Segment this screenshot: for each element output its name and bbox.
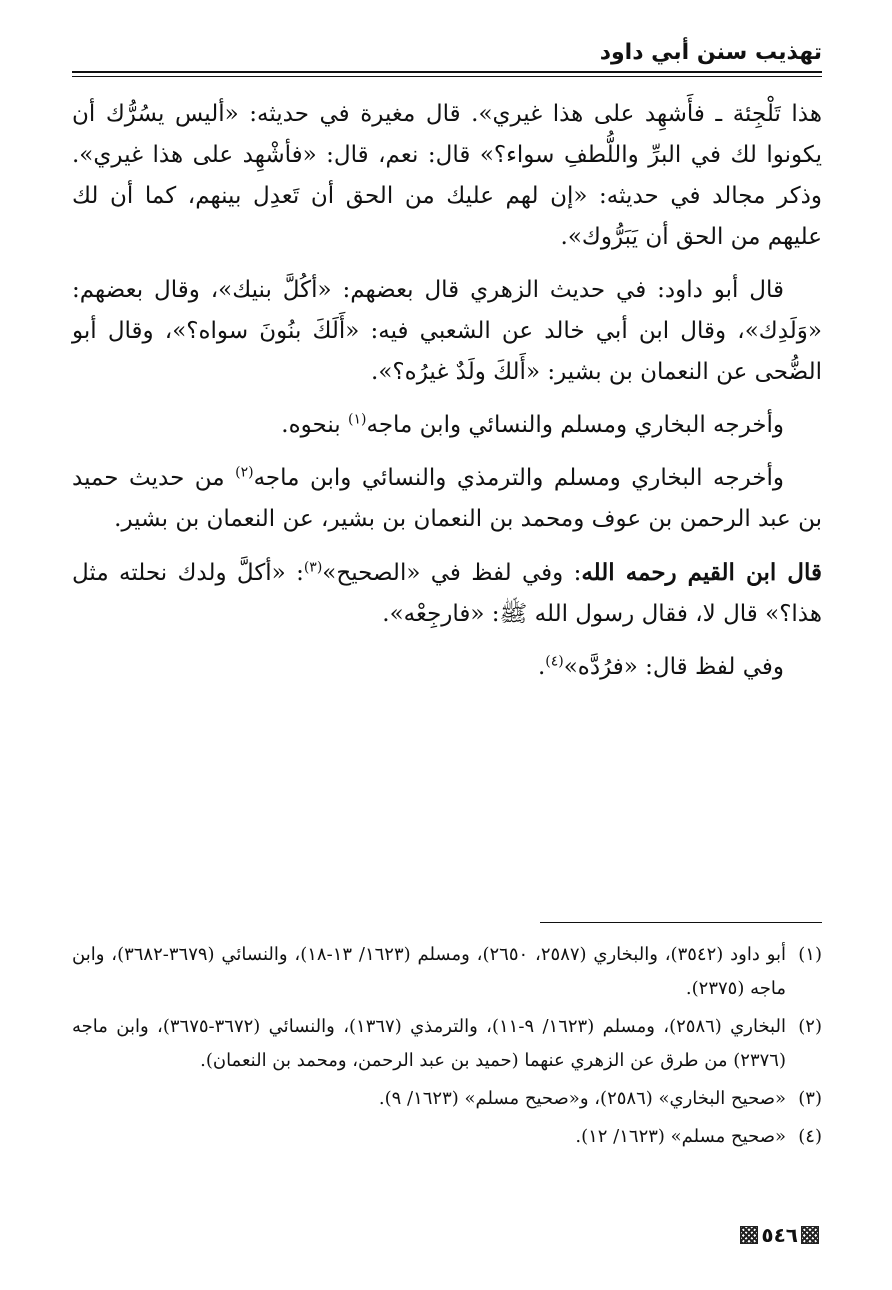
footnote-2	[72, 1010, 822, 1078]
paragraph-6-tail: .	[537, 654, 546, 680]
footnote-number: (٣)	[798, 1088, 822, 1109]
footnote-number: (١)	[798, 944, 822, 965]
footnote-3	[72, 1082, 822, 1116]
ornament-icon	[740, 1226, 758, 1244]
paragraph-5-tail: : «أكلَّ ولدك نحلته مثل هذا؟» قال لا، فقال رسول الله ﷺ: «فارجِعْه».	[72, 560, 822, 627]
footnote-text: «صحيح البخاري» (٢٥٨٦)، و«صحيح مسلم» (١٦٢٣/ ٩).	[378, 1088, 786, 1109]
footnote-ref-1: (١)	[348, 411, 367, 428]
paragraph-5-text: : وفي لفظ في «الصحيح»	[322, 560, 582, 586]
page-number	[737, 1223, 822, 1247]
paragraph-5-lead: قال ابن القيم رحمه الله	[581, 559, 822, 586]
footnote-separator	[540, 922, 822, 923]
book-page	[72, 38, 822, 1268]
header-rule-thin	[72, 76, 822, 77]
ornament-icon	[801, 1226, 819, 1244]
footnote-ref-2: (٢)	[235, 464, 254, 481]
header-rule-thick	[72, 71, 822, 73]
paragraph-3	[72, 405, 822, 446]
footnote-ref-4: (٤)	[545, 653, 564, 670]
footnote-text: «صحيح مسلم» (١٦٢٣/ ١٢).	[575, 1126, 786, 1147]
paragraph-4-text: وأخرجه البخاري ومسلم والترمذي والنسائي وابن ماجه	[253, 465, 784, 491]
paragraph-4-tail: من حديث حميد بن عبد الرحمن بن عوف ومحمد بن النعمان بن بشير، عن النعمان بن بشير.	[72, 465, 822, 532]
footnote-ref-3: (٣)	[303, 559, 323, 576]
footnote-number: (٤)	[798, 1126, 822, 1147]
footnote-number: (٢)	[798, 1016, 822, 1037]
paragraph-1: هذا تَلْجِئة ـ فأَشهِد على هذا غيري». قال مغيرة في حديثه: «أليس يسُرُّك أن يكونوا لك في البرِّ واللُّطفِ سواء؟» قال: نعم، قال: «فأشْهِد على هذا غيري». وذكر مجالد في حديثه: «إن لهم عليك من الحق أن تَعدِل بينهم، كما أن لك عليهم من الحق أن يَبَرُّوك».	[72, 101, 822, 250]
main-text	[72, 94, 822, 700]
paragraph-2: قال أبو داود: في حديث الزهري قال بعضهم: «أكُلَّ بنيك»، وقال بعضهم: «وَلَدِك»، وقال ابن أبي خالد عن الشعبي فيه: «أَلَكَ بنُونَ سواه؟»، وقال أبو الضُّحى عن النعمان بن بشير: «أَلكَ ولَدٌ غيرُه؟».	[72, 277, 822, 385]
paragraph-6-text: وفي لفظ قال: «فرُدَّه»	[563, 654, 784, 680]
footnote-4	[72, 1120, 822, 1154]
paragraph-3-text: وأخرجه البخاري ومسلم والنسائي وابن ماجه	[366, 412, 784, 438]
paragraph-3-tail: بنحوه.	[281, 412, 349, 438]
footnotes	[72, 938, 822, 1158]
footnote-1	[72, 938, 822, 1006]
paragraph-4	[72, 458, 822, 540]
paragraph-6	[72, 647, 822, 688]
running-head: تهذيب سنن أبي داود	[599, 40, 822, 65]
footnote-text: البخاري (٢٥٨٦)، ومسلم (١٦٢٣/ ٩-١١)، والترمذي (١٣٦٧)، والنسائي (٣٦٧٢-٣٦٧٥)، وابن ماجه (٢٣٧٦) من طرق عن الزهري عنهما (حميد بن عبد الرحمن، ومحمد بن النعمان).	[72, 1016, 786, 1071]
paragraph-5	[72, 552, 822, 635]
footnote-text: أبو داود (٣٥٤٢)، والبخاري (٢٥٨٧، ٢٦٥٠)، ومسلم (١٦٢٣/ ١٣-١٨)، والنسائي (٣٦٧٩-٣٦٨٢)، وابن ماجه (٢٣٧٥).	[72, 944, 787, 999]
page-number-text: ٥٤٦	[761, 1223, 798, 1247]
